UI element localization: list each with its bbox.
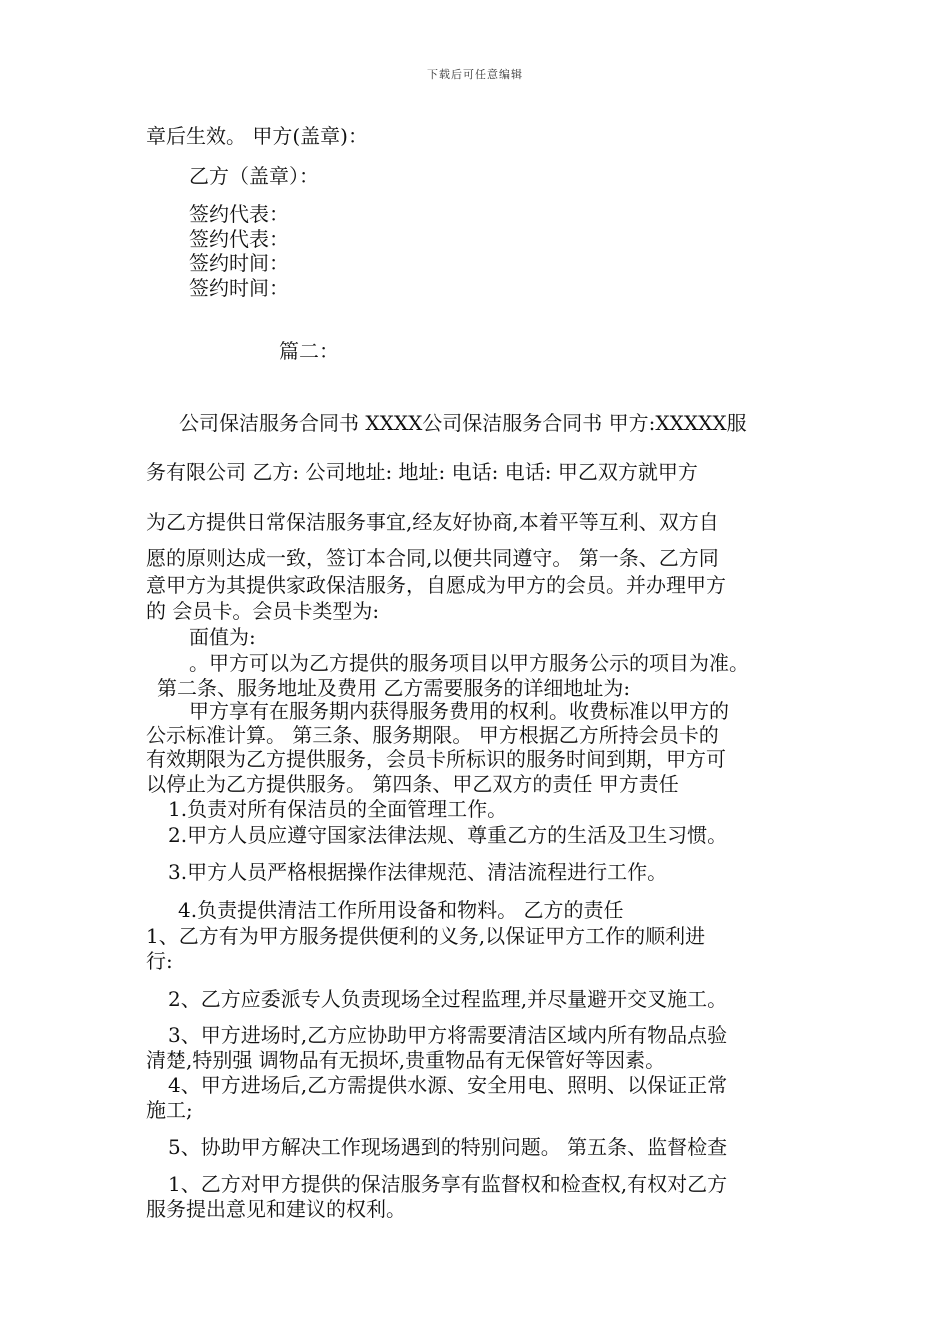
list-item: 5、协助甲方解决工作现场遇到的特别问题。 第五条、监督检查 (168, 1135, 728, 1159)
text-line: 公示标准计算。 第三条、服务期限。 甲方根据乙方所持会员卡的 (146, 723, 719, 747)
section-heading: 篇二： (279, 339, 339, 363)
text-line: 有效期限为乙方提供服务，会员卡所标识的服务时间到期，甲方可 (146, 747, 726, 771)
text-line: 签约时间： (189, 276, 289, 300)
text-line: 意甲方为其提供家政保洁服务，自愿成为甲方的会员。并办理甲方 (146, 573, 726, 597)
list-item: 1.负责对所有保洁员的全面管理工作。 (168, 797, 508, 821)
text-line: 务有限公司 乙方: 公司地址: 地址: 电话: 电话: 甲乙双方就甲方 (146, 460, 698, 484)
text-line: 章后生效。 甲方(盖章)： (146, 124, 368, 148)
text-line: 服务提出意见和建议的权利。 (146, 1197, 406, 1221)
text-line: 以停止为乙方提供服务。 第四条、甲乙双方的责任 甲方责任 (146, 772, 679, 796)
list-item: 3.甲方人员严格根据操作法律规范、清洁流程进行工作。 (168, 860, 668, 884)
list-item: 4、甲方进场后,乙方需提供水源、安全用电、照明、以保证正常 (168, 1073, 728, 1097)
list-item: 2、乙方应委派专人负责现场全过程监理,并尽量避开交叉施工。 (168, 987, 728, 1011)
text-line: 面值为: (189, 625, 256, 649)
text-line: 为乙方提供日常保洁服务事宜,经友好协商,本着平等互利、双方自 (146, 510, 719, 534)
text-line: 签约代表： (189, 202, 289, 226)
text-line: 清楚,特别强 调物品有无损坏,贵重物品有无保管好等因素。 (146, 1048, 666, 1072)
list-item: 1、乙方对甲方提供的保洁服务享有监督权和检查权,有权对乙方 (168, 1172, 728, 1196)
list-item: 2.甲方人员应遵守国家法律法规、尊重乙方的生活及卫生习惯。 (168, 823, 728, 847)
text-line: 的 会员卡。会员卡类型为: (146, 599, 380, 623)
text-line: 乙方（盖章）： (189, 164, 319, 188)
text-line: 愿的原则达成一致，签订本合同,以便共同遵守。 第一条、乙方同 (146, 546, 719, 570)
list-item: 4.负责提供清洁工作所用设备和物料。 乙方的责任 (178, 898, 624, 922)
text-line: 甲方享有在服务期内获得服务费用的权利。收费标准以甲方的 (189, 699, 729, 723)
text-line: 。甲方可以为乙方提供的服务项目以甲方服务公示的项目为准。 (189, 651, 749, 675)
text-line: 公司保洁服务合同书 XXXX公司保洁服务合同书 甲方:XXXXX服 (179, 411, 747, 435)
text-line: 行: (146, 949, 173, 973)
text-line: 签约代表： (189, 227, 289, 251)
text-line: 签约时间： (189, 251, 289, 275)
list-item: 1、乙方有为甲方服务提供便利的义务,以保证甲方工作的顺利进 (146, 924, 706, 948)
text-line: 施工; (146, 1098, 193, 1122)
list-item: 3、甲方进场时,乙方应协助甲方将需要清洁区域内所有物品点验 (168, 1023, 728, 1047)
page-header: 下载后可任意编辑 (427, 68, 523, 81)
text-line: 第二条、服务地址及费用 乙方需要服务的详细地址为: (157, 676, 631, 700)
